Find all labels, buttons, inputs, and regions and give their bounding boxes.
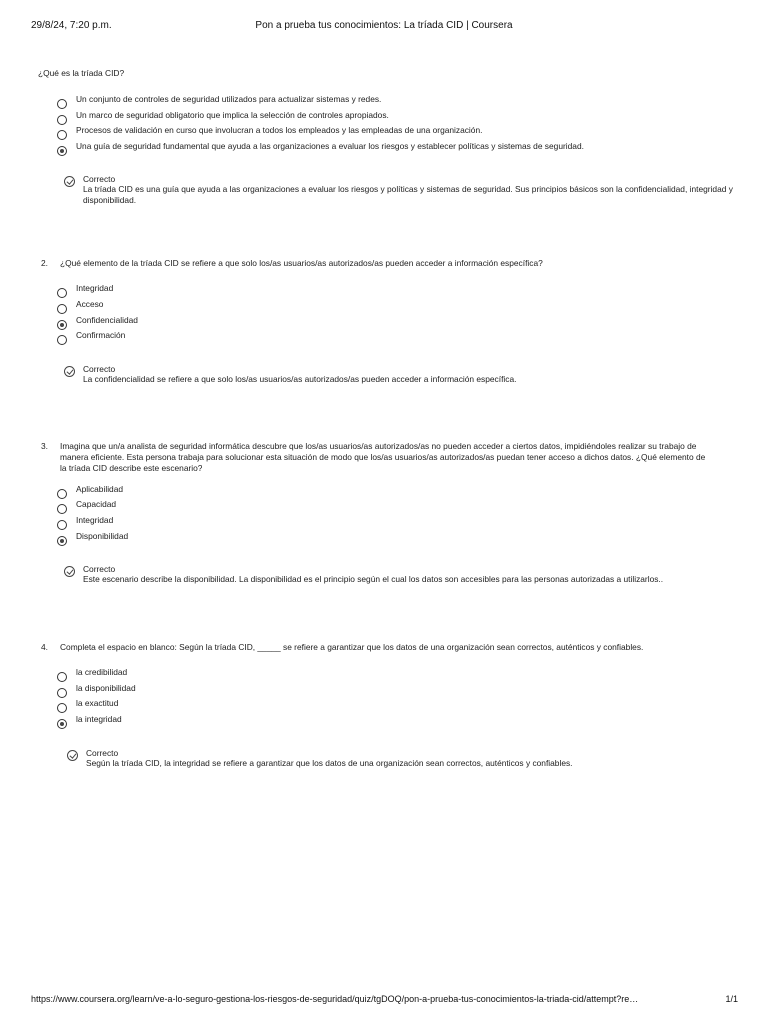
feedback-status: Correcto — [83, 174, 116, 184]
check-circle-icon — [64, 176, 75, 187]
check-circle-icon — [67, 750, 78, 761]
radio-button[interactable] — [57, 130, 67, 140]
feedback-text: Este escenario describe la disponibilidad. La disponibilidad es el principio según el cual los datos son accesibles para las personas autorizadas a utilizarlos.. — [83, 574, 664, 584]
feedback-status: Correcto — [86, 748, 119, 758]
option-label: la exactitud — [76, 698, 119, 708]
radio-button[interactable] — [57, 520, 67, 530]
option-label: Procesos de validación en curso que involucran a todos los empleados y las empleadas de una organización. — [76, 125, 483, 135]
feedback-text: La tríada CID es una guía que ayuda a las organizaciones a evaluar los riesgos y políticas y sistemas de seguridad. Sus principios básicos son la confidencialidad, integridad y disponibilidad. — [83, 184, 733, 205]
question-number: 4. — [41, 642, 48, 652]
radio-button[interactable] — [57, 504, 67, 514]
radio-button[interactable] — [57, 304, 67, 314]
question-text-line: manera eficiente. Esta persona trabaja para solucionar esta situación de modo que los/as usuarios/as autorizados/as puedan tener acceso a dichos datos. ¿Qué elemento de — [60, 452, 706, 462]
page-number: 1/1 — [725, 994, 738, 1004]
feedback-status: Correcto — [83, 564, 116, 574]
check-circle-icon — [64, 566, 75, 577]
print-timestamp: 29/8/24, 7:20 p.m. — [31, 20, 112, 31]
check-circle-icon — [64, 366, 75, 377]
radio-button[interactable] — [57, 335, 67, 345]
radio-button[interactable] — [57, 703, 67, 713]
option-label: Capacidad — [76, 499, 117, 509]
page-title: Pon a prueba tus conocimientos: La tríada CID | Coursera — [255, 20, 513, 31]
question-text-line: Imagina que un/a analista de seguridad informática descubre que los/as usuarios/as autorizados/as no pueden acceder a ciertos datos, impidiéndoles realizar su trabajo de — [60, 441, 697, 451]
option-label: la integridad — [76, 714, 122, 724]
feedback-text: Según la tríada CID, la integridad se refiere a garantizar que los datos de una organización sean correctos, auténticos y confiables. — [86, 758, 573, 768]
question-number: 3. — [41, 441, 48, 451]
option-label: Aplicabilidad — [76, 484, 124, 494]
radio-button-selected[interactable] — [57, 719, 67, 729]
question-text-line: la tríada CID describe este escenario? — [60, 463, 203, 473]
option-label: Integridad — [76, 283, 114, 293]
feedback-status: Correcto — [83, 364, 116, 374]
option-label: Disponibilidad — [76, 531, 129, 541]
radio-button[interactable] — [57, 99, 67, 109]
radio-button[interactable] — [57, 672, 67, 682]
radio-button[interactable] — [57, 288, 67, 298]
question-text: ¿Qué elemento de la tríada CID se refiere a que solo los/as usuarios/as autorizados/as pueden acceder a información específica? — [60, 258, 543, 268]
option-label: la credibilidad — [76, 667, 128, 677]
radio-button-selected[interactable] — [57, 146, 67, 156]
option-label: la disponibilidad — [76, 683, 136, 693]
radio-button[interactable] — [57, 115, 67, 125]
question-number: 2. — [41, 258, 48, 268]
question-text: Completa el espacio en blanco: Según la tríada CID, _____ se refiere a garantizar que los datos de una organización sean correctos, auténticos y confiables. — [60, 642, 644, 652]
question-text: ¿Qué es la tríada CID? — [38, 68, 125, 78]
option-label: Acceso — [76, 299, 104, 309]
option-label: Un conjunto de controles de seguridad utilizados para actualizar sistemas y redes. — [76, 94, 382, 104]
radio-button-selected[interactable] — [57, 536, 67, 546]
option-label: Confidencialidad — [76, 315, 138, 325]
radio-button-selected[interactable] — [57, 320, 67, 330]
option-label: Integridad — [76, 515, 114, 525]
option-label: Un marco de seguridad obligatorio que implica la selección de controles apropiados. — [76, 110, 389, 120]
radio-button[interactable] — [57, 489, 67, 499]
option-label: Confirmación — [76, 330, 126, 340]
option-label: Una guía de seguridad fundamental que ayuda a las organizaciones a evaluar los riesgos y establecer políticas y sistemas de seguridad. — [76, 141, 584, 151]
feedback-text: La confidencialidad se refiere a que solo los/as usuarios/as autorizados/as pueden acceder a información específica. — [83, 374, 517, 384]
page-url: https://www.coursera.org/learn/ve-a-lo-seguro-gestiona-los-riesgos-de-seguridad/quiz/tgDOQ/pon-a-prueba-tus-conocimientos-la-triada-cid/attempt?re… — [31, 994, 639, 1004]
radio-button[interactable] — [57, 688, 67, 698]
